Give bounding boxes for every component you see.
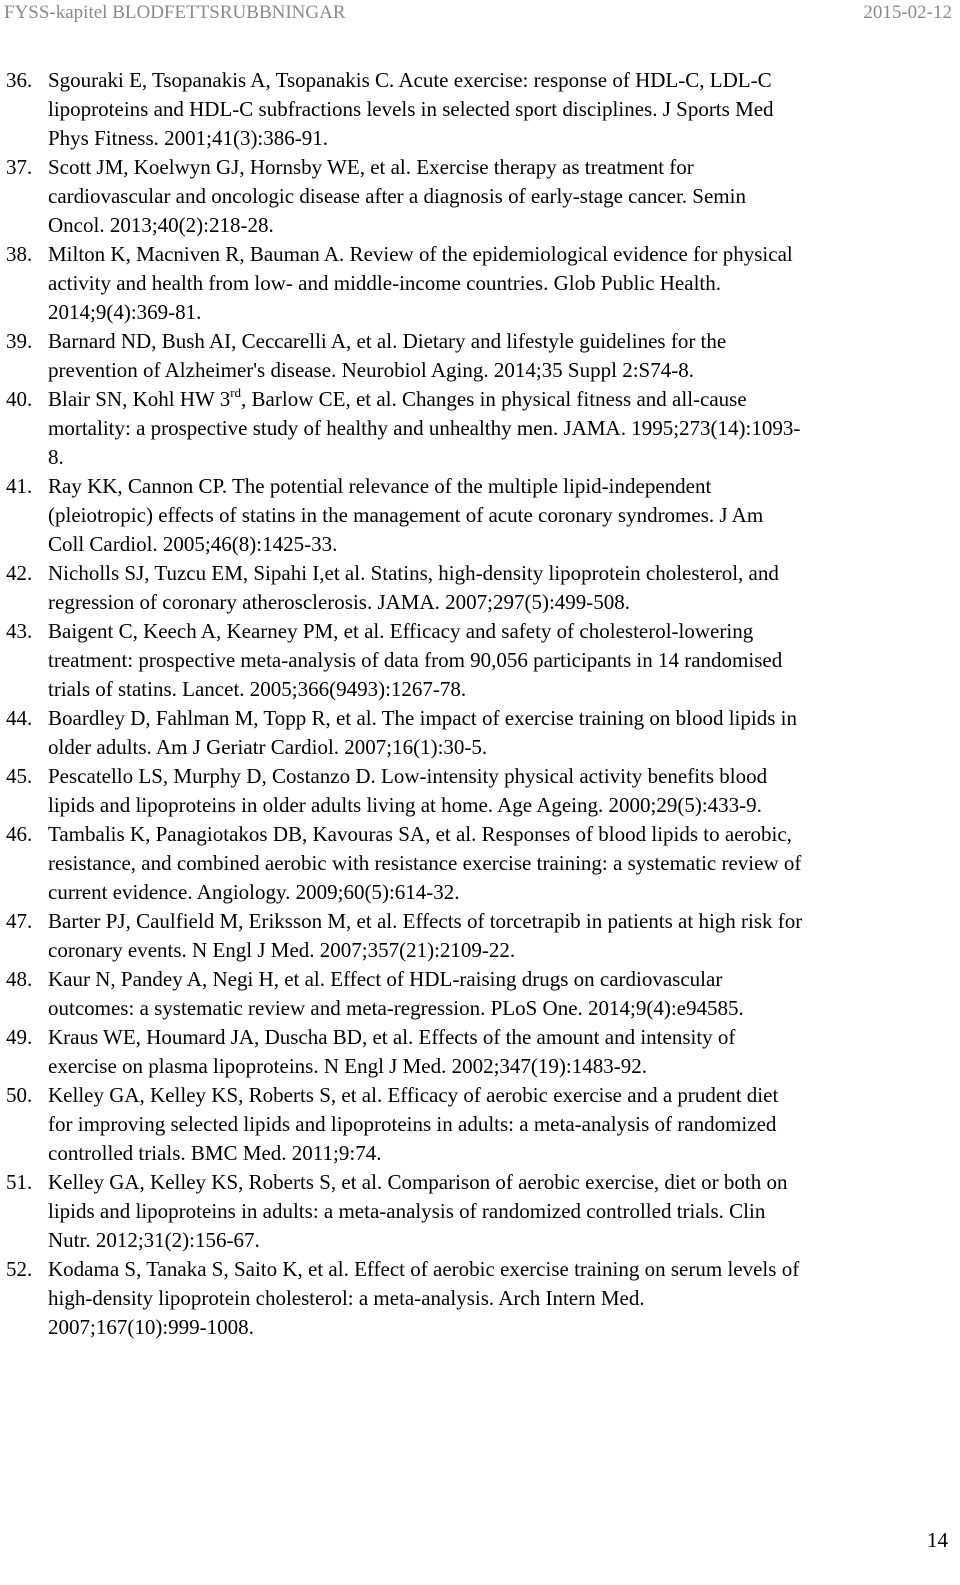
reference-number: 49.	[6, 1025, 33, 1049]
reference-number: 48.	[6, 967, 33, 991]
reference-item	[6, 820, 950, 907]
reference-text: Baigent C, Keech A, Kearney PM, et al. Efficacy and safety of cholesterol-lowering treatment: prospective meta-analysis of data from 90,056 participants in 14 randomised trials of statins. Lancet. 2005;366(9493):1267-78.	[48, 619, 783, 701]
reference-number: 45.	[6, 764, 33, 788]
reference-item	[6, 965, 950, 1023]
reference-number: 46.	[6, 822, 33, 846]
reference-list	[6, 66, 950, 1342]
reference-number: 47.	[6, 909, 33, 933]
reference-text: Boardley D, Fahlman M, Topp R, et al. The impact of exercise training on blood lipids in older adults. Am J Geriatr Cardiol. 2007;16(1):30-5.	[48, 706, 797, 759]
reference-number: 39.	[6, 329, 33, 353]
reference-item	[6, 1023, 950, 1081]
reference-number: 40.	[6, 387, 33, 411]
page-number: 14	[927, 1528, 948, 1552]
reference-number: 42.	[6, 561, 33, 585]
reference-text	[48, 385, 950, 472]
reference-text-end: , Barlow CE, et al. Changes in physical fitness and all-cause mortality: a prospective study of healthy and unhealthy men. JAMA. 1995;273(14):1093- 8.	[48, 387, 801, 469]
reference-number: 38.	[6, 242, 33, 266]
reference-number: 37.	[6, 155, 33, 179]
reference-item	[6, 385, 950, 472]
reference-text: Ray KK, Cannon CP. The potential relevance of the multiple lipid-independent (pleiotropic) effects of statins in the management of acute coronary syndromes. J Am Coll Cardiol. 2005;46(8):1425-33.	[48, 474, 764, 556]
reference-text: Pescatello LS, Murphy D, Costanzo D. Low-intensity physical activity benefits blood lipids and lipoproteins in older adults living at home. Age Ageing. 2000;29(5):433-9.	[48, 764, 768, 817]
reference-text: Sgouraki E, Tsopanakis A, Tsopanakis C. Acute exercise: response of HDL-C, LDL-C lipoproteins and HDL-C subfractions levels in selected sport disciplines. J Sports Med Phys Fitness. 2001;41(3):386-91.	[48, 68, 774, 150]
reference-number: 44.	[6, 706, 33, 730]
reference-item	[6, 762, 950, 820]
reference-text: Kraus WE, Houmard JA, Duscha BD, et al. Effects of the amount and intensity of exercise on plasma lipoproteins. N Engl J Med. 2002;347(19):1483-92.	[48, 1025, 736, 1078]
page-header	[4, 2, 952, 24]
reference-item	[6, 327, 950, 385]
reference-text: Barnard ND, Bush AI, Ceccarelli A, et al. Dietary and lifestyle guidelines for the prevention of Alzheimer's disease. Neurobiol Aging. 2014;35 Suppl 2:S74-8.	[48, 329, 727, 382]
header-date: 2015-02-12	[863, 2, 952, 23]
reference-text: Kelley GA, Kelley KS, Roberts S, et al. Efficacy of aerobic exercise and a prudent diet for improving selected lipids and lipoproteins in adults: a meta-analysis of randomized controlled trials. BMC Med. 2011;9:74.	[48, 1083, 779, 1165]
reference-item	[6, 1255, 950, 1342]
reference-item	[6, 66, 950, 153]
reference-item	[6, 559, 950, 617]
reference-item	[6, 1081, 950, 1168]
reference-number: 36.	[6, 68, 33, 92]
reference-item	[6, 472, 950, 559]
reference-text: Scott JM, Koelwyn GJ, Hornsby WE, et al. Exercise therapy as treatment for cardiovascular and oncologic disease after a diagnosis of early-stage cancer. Semin Oncol. 2013;40(2):218-28.	[48, 155, 746, 237]
ordinal-superscript: rd	[230, 385, 242, 400]
reference-text: Tambalis K, Panagiotakos DB, Kavouras SA, et al. Responses of blood lipids to aerobic, resistance, and combined aerobic with resistance exercise training: a systematic review of current evidence. Angiology. 2009;60(5):614-32.	[48, 822, 802, 904]
reference-text-start: Blair SN, Kohl HW 3	[48, 387, 231, 411]
reference-text: Nicholls SJ, Tuzcu EM, Sipahi I,et al. Statins, high-density lipoprotein cholesterol, and regression of coronary atherosclerosis. JAMA. 2007;297(5):499-508.	[48, 561, 779, 614]
reference-text: Kelley GA, Kelley KS, Roberts S, et al. Comparison of aerobic exercise, diet or both on lipids and lipoproteins in adults: a meta-analysis of randomized controlled trials. Clin Nutr. 2012;31(2):156-67.	[48, 1170, 788, 1252]
reference-text: Kaur N, Pandey A, Negi H, et al. Effect of HDL-raising drugs on cardiovascular outcomes: a systematic review and meta-regression. PLoS One. 2014;9(4):e94585.	[48, 967, 744, 1020]
reference-item	[6, 617, 950, 704]
reference-text: Milton K, Macniven R, Bauman A. Review of the epidemiological evidence for physical activity and health from low- and middle-income countries. Glob Public Health. 2014;9(4):369-81.	[48, 242, 793, 324]
reference-number: 50.	[6, 1083, 33, 1107]
reference-item	[6, 153, 950, 240]
reference-number: 52.	[6, 1257, 33, 1281]
reference-number: 43.	[6, 619, 33, 643]
reference-item	[6, 907, 950, 965]
reference-number: 51.	[6, 1170, 33, 1194]
header-document-title: FYSS-kapitel BLODFETTSRUBBNINGAR	[4, 2, 346, 23]
reference-item	[6, 1168, 950, 1255]
reference-item	[6, 704, 950, 762]
reference-item	[6, 240, 950, 327]
reference-text: Barter PJ, Caulfield M, Eriksson M, et al. Effects of torcetrapib in patients at high risk for coronary events. N Engl J Med. 2007;357(21):2109-22.	[48, 909, 803, 962]
reference-text: Kodama S, Tanaka S, Saito K, et al. Effect of aerobic exercise training on serum levels of high-density lipoprotein cholesterol: a meta-analysis. Arch Intern Med. 2007;167(10):999-1008.	[48, 1257, 800, 1339]
reference-number: 41.	[6, 474, 33, 498]
